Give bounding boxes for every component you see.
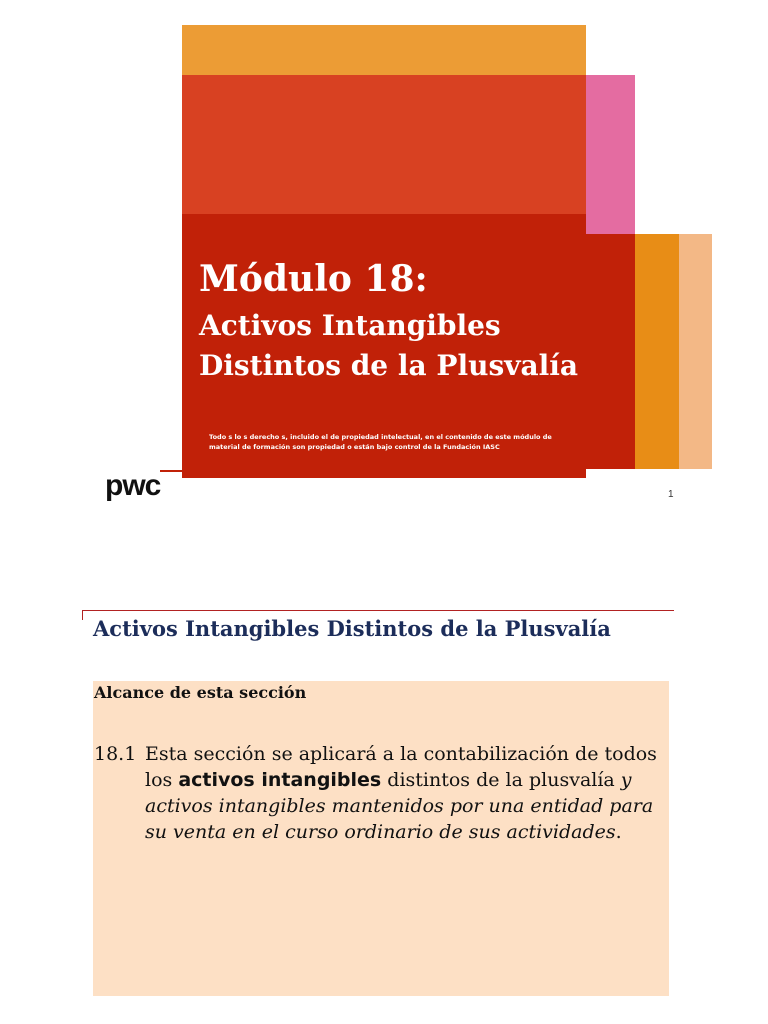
paragraph-bold: activos intangibles (178, 769, 382, 791)
title-box (182, 214, 586, 478)
paragraph-end: . (615, 821, 622, 843)
logo-accent-line (160, 470, 182, 472)
paragraph-text-1: Esta sección se aplicará a la contabilización de todos los (145, 743, 657, 791)
module-subtitle: Activos Intangibles Distintos de la Plusvalía (199, 309, 579, 382)
title-divider-tick (82, 610, 83, 620)
orange-side-block (635, 234, 679, 469)
section-heading: Alcance de esta sección (94, 683, 307, 702)
module-title: Módulo 18: (199, 258, 428, 300)
red-orange-block (182, 75, 586, 214)
title-divider (82, 610, 674, 611)
orange-top-block (182, 25, 586, 75)
content-box (93, 681, 669, 996)
paragraph-body (145, 741, 665, 845)
legal-notice: Todo s lo s derecho s, incluido el de propiedad intelectual, en el contenido de este módulo de material de formación son propiedad o están bajo control de la Fundación IASC (209, 433, 552, 451)
page-number: 1 (668, 489, 674, 500)
paragraph-text-2: distintos de la plusvalía (381, 769, 621, 791)
pink-block (586, 75, 635, 234)
pwc-logo: pwc (105, 469, 161, 502)
dark-red-side-block (586, 234, 635, 469)
paragraph-italic: y activos intangibles mantenidos por una entidad para su venta en el curso ordinario de sus actividades (145, 769, 654, 843)
peach-side-block (679, 234, 712, 469)
paragraph-number: 18.1 (94, 743, 137, 765)
slide-title: Activos Intangibles Distintos de la Plusvalía (93, 616, 611, 641)
